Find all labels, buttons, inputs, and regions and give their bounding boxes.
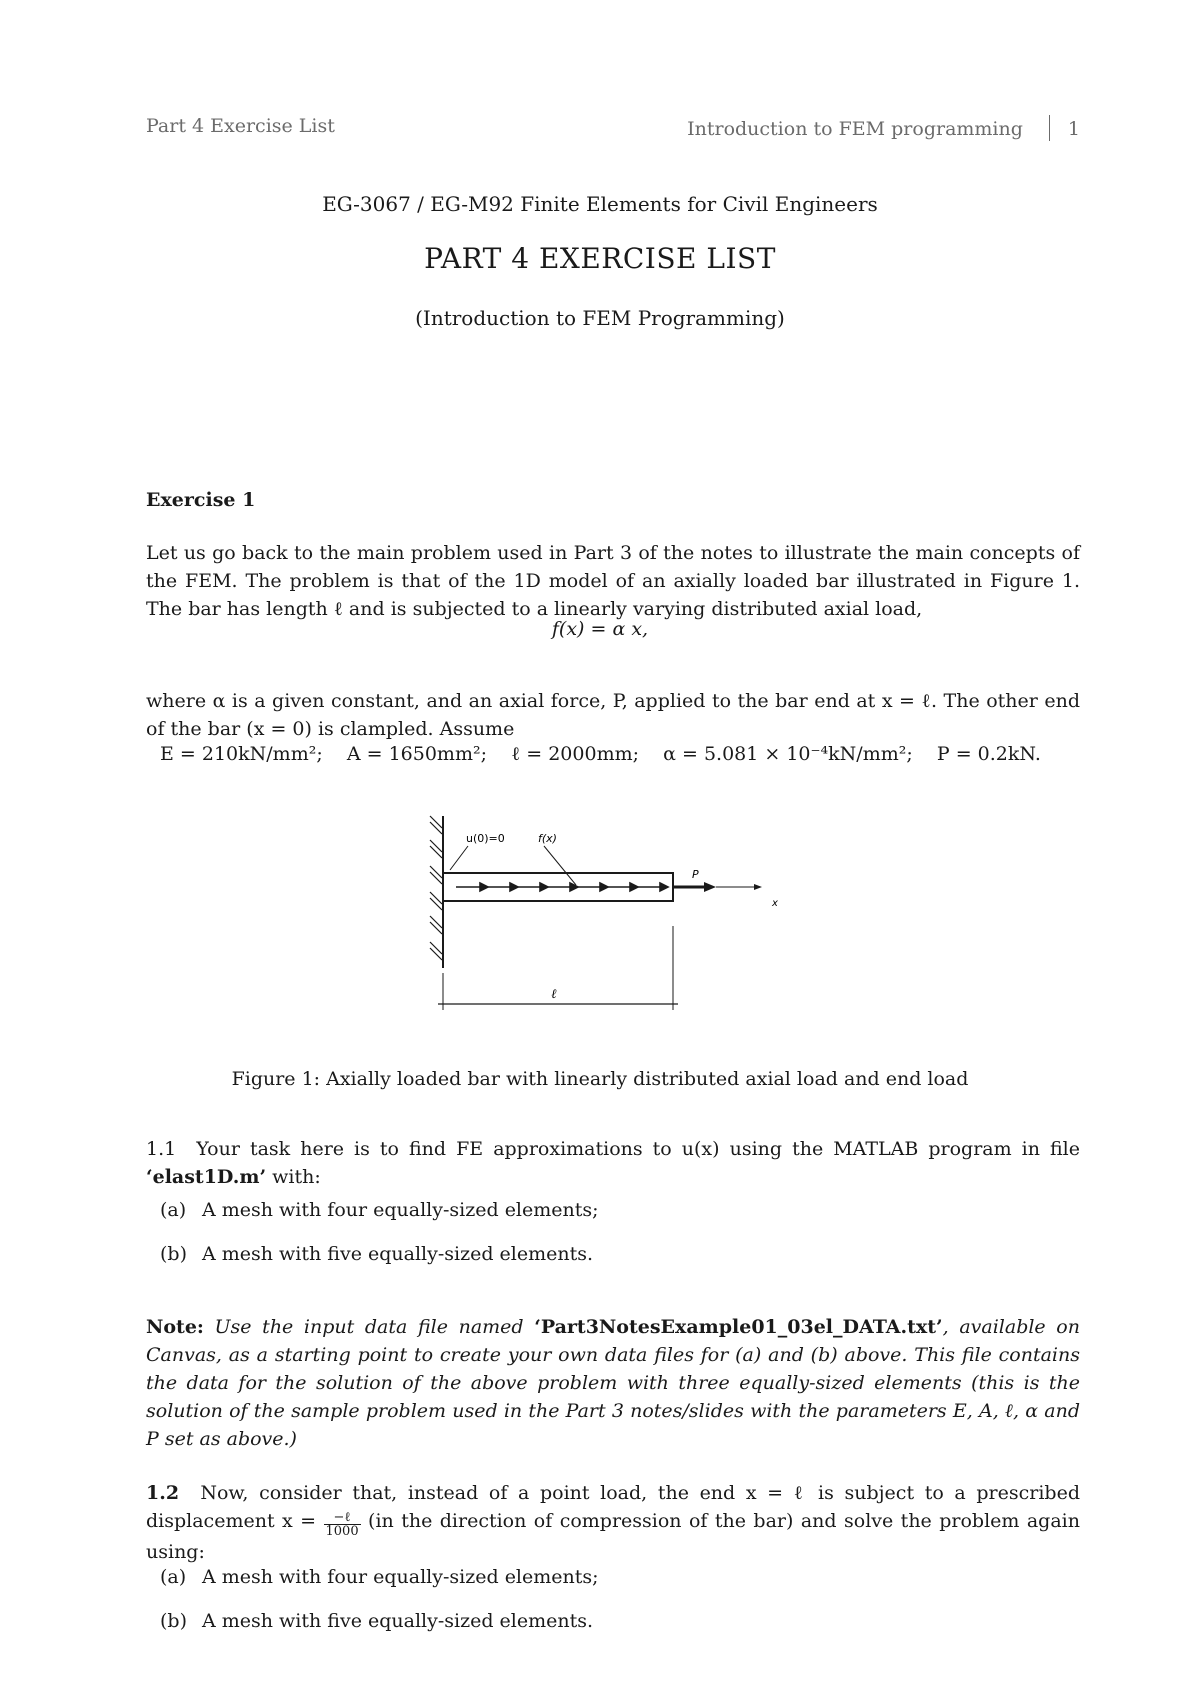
section-1-1-text-b: with: xyxy=(272,1166,321,1188)
wall-hatching xyxy=(430,816,442,960)
header-right: Introduction to FEM programming xyxy=(687,118,1023,140)
item-text: A mesh with five equally-sized elements. xyxy=(202,1610,594,1632)
list-item xyxy=(146,1240,1080,1284)
section-1-2-number: 1.2 xyxy=(146,1482,180,1504)
running-header xyxy=(146,115,1080,145)
task-list-1 xyxy=(146,1196,1080,1284)
item-text: A mesh with four equally-sized elements; xyxy=(202,1566,599,1588)
note-text-a: Use the input data file named xyxy=(214,1316,524,1338)
page-title: PART 4 EXERCISE LIST xyxy=(424,242,776,275)
list-item xyxy=(146,1563,1080,1607)
force-arrow-head xyxy=(704,882,716,892)
load-leader xyxy=(544,846,576,885)
header-left: Part 4 Exercise List xyxy=(146,115,335,137)
course-line: EG-3067 / EG-M92 Finite Elements for Civil Engineers xyxy=(322,192,878,216)
page-number: 1 xyxy=(1067,118,1080,140)
param-a: A = 1650mm²; xyxy=(346,743,487,765)
figure-caption: Figure 1: Axially loaded bar with linearly distributed axial load and end load xyxy=(231,1068,969,1090)
item-label: (b) xyxy=(160,1243,187,1265)
x-axis-arrowhead xyxy=(754,884,762,890)
item-label: (a) xyxy=(160,1566,187,1588)
bc-leader xyxy=(450,846,468,870)
list-item xyxy=(146,1196,1080,1240)
header-separator xyxy=(1049,115,1050,141)
section-1-1-number: 1.1 xyxy=(146,1138,177,1160)
param-p: P = 0.2kN. xyxy=(936,743,1041,765)
item-label: (b) xyxy=(160,1610,187,1632)
param-length: ℓ = 2000mm; xyxy=(511,743,639,765)
header-right-group xyxy=(687,115,1080,141)
param-alpha: α = 5.081 × 10⁻⁴kN/mm²; xyxy=(663,743,913,765)
item-label: (a) xyxy=(160,1199,187,1221)
item-text: A mesh with four equally-sized elements; xyxy=(202,1199,599,1221)
label-force: P xyxy=(692,868,699,881)
displacement-fraction xyxy=(324,1511,361,1538)
page-subtitle: (Introduction to FEM Programming) xyxy=(415,306,785,330)
exercise-heading: Exercise 1 xyxy=(146,489,256,511)
exercise-intro-paragraph: Let us go back to the main problem used in Part 3 of the notes to illustrate the main concepts of the FEM. The problem is that of the 1D model of an axially loaded bar illustrated in Figure 1. The bar has length ℓ and is subjected to a linearly varying distributed axial load, xyxy=(146,542,1080,620)
section-1-2 xyxy=(146,1479,1080,1566)
label-load: f(x) xyxy=(538,832,557,845)
bar-figure xyxy=(420,808,800,1018)
label-length: ℓ xyxy=(551,987,557,1002)
list-item xyxy=(146,1607,1080,1651)
section-1-1 xyxy=(146,1135,1080,1191)
task-list-2 xyxy=(146,1563,1080,1651)
section-1-2-text-b: (in the direction of compression of the bar) and solve the problem again using: xyxy=(146,1510,1080,1563)
label-bc: u(0)=0 xyxy=(466,832,505,845)
section-1-2-text-a: Now, consider that, instead of a point load, the end x = ℓ is subject to a prescribed displacement x = xyxy=(146,1482,1080,1532)
note-file: ‘Part3NotesExample01_03el_DATA.txt’ xyxy=(534,1316,943,1338)
note-paragraph xyxy=(146,1313,1080,1453)
note-text-b: , available on Canvas, as a starting point to create your own data files for (a) and (b) above. This file contains the data for the solution of the above problem with three equally-sized elements (this is the solution of the sample problem used in the Part 3 notes/slides with the parameters E, A, ℓ, α and P set as above.) xyxy=(146,1316,1080,1450)
section-1-1-file: ‘elast1D.m’ xyxy=(146,1166,267,1188)
distributed-load-arrows xyxy=(456,883,668,891)
parameter-list xyxy=(160,743,1090,766)
fraction-denominator: 1000 xyxy=(325,1524,359,1539)
label-axis: x xyxy=(772,898,778,909)
fraction-numerator: −ℓ xyxy=(324,1511,361,1525)
note-label: Note: xyxy=(146,1316,204,1338)
load-equation: f(x) = α x, xyxy=(551,618,649,640)
param-e: E = 210kN/mm²; xyxy=(160,743,323,765)
section-1-1-text-a: Your task here is to find FE approximations to u(x) using the MATLAB program in file xyxy=(196,1138,1080,1160)
exercise-assume-paragraph: where α is a given constant, and an axial force, P, applied to the bar end at x = ℓ. The other end of the bar (x = 0) is clampled. Assume xyxy=(146,690,1080,740)
item-text: A mesh with five equally-sized elements. xyxy=(202,1243,594,1265)
